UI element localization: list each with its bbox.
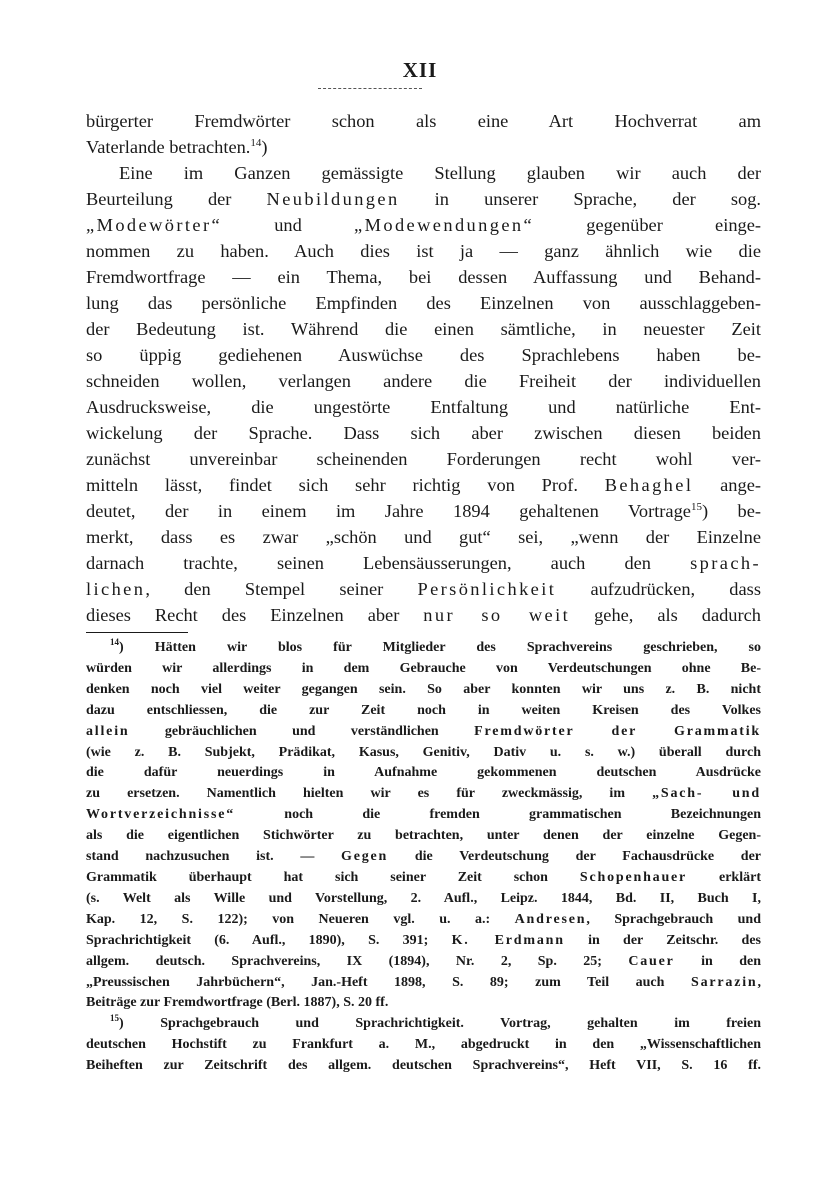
footnote-line: Kap. 12, S. 122); von Neueren vgl. u. a.: Andresen, Sprachgebrauch und (86, 911, 761, 927)
footnote-line: Beiheften zur Zeitschrift des allgem. deutschen Sprachvereins“, Heft VII, S. 16 ff. (86, 1058, 761, 1074)
footnote-line: Wortverzeichnisse“ noch die fremden grammatischen Bezeichnungen (86, 807, 761, 823)
spaced-emphasis: Fremdwörter der Grammatik (474, 723, 762, 739)
footnote-15-start: $^{15}$) Sprachgebrauch und Sprachrichtigkeit. Vortrag, gehalten im freien (110, 1013, 761, 1032)
text-line: merkt, dass es zwar „schön und gut“ sei, „wenn der Einzelne (86, 527, 761, 547)
footnote-line: denken noch viel weiter gegangen sein. So aber konnten wir uns z. B. nicht (86, 681, 761, 697)
footnote-line: als die eigentlichen Stichwörter zu betrachten, unter denen der einzelne Gegen- (86, 828, 761, 844)
spaced-emphasis: lichen (86, 579, 146, 599)
spaced-emphasis: Cauer (628, 953, 675, 969)
spaced-emphasis: Persönlichkeit (417, 579, 557, 599)
footnote-line: (s. Welt als Wille und Vorstellung, 2. Aufl., Leipz. 1844, Bd. II, Buch I, (86, 890, 761, 906)
spaced-emphasis: Andresen (514, 911, 587, 927)
footnote-14-start: $^{14}$) Hätten wir blos für Mitglieder des Sprachvereins geschrieben, so (110, 637, 761, 655)
page-number: XII (402, 58, 438, 82)
text-line: wickelung der Sprache. Dass sich aber zwischen diesen beiden (86, 423, 761, 443)
footnote-ref: 15 (110, 1013, 119, 1024)
spaced-emphasis: Wortverzeichnisse“ (86, 807, 236, 823)
spaced-emphasis: K. Erdmann (451, 932, 565, 948)
spaced-emphasis: Sarrazin (690, 974, 758, 990)
text-line: „Modewörter“ und „Modewendungen“ gegenüber einge- (86, 215, 761, 235)
body-text (86, 108, 761, 628)
footnote-line: allgem. deutsch. Sprachvereins, IX (1894), Nr. 2, Sp. 25; Cauer in den (86, 953, 761, 969)
footnote-separator (86, 632, 188, 633)
text-line: Ausdrucksweise, die ungestörte Entfaltung und natürliche Ent- (86, 397, 761, 417)
spaced-emphasis: sprach- (690, 553, 761, 573)
spaced-emphasis: Neubildungen (266, 189, 400, 209)
footnote-line: würden wir allerdings in dem Gebrauche von Verdeutschungen ohne Be- (86, 660, 761, 676)
text-line: der Bedeutung ist. Während die einen sämtliche, in neuester Zeit (86, 319, 761, 339)
spaced-emphasis: allein (86, 723, 130, 739)
footnote-ref: 14 (110, 637, 119, 647)
text-line: bürgerter Fremdwörter schon als eine Art Hochverrat am (86, 111, 761, 131)
text-line: mitteln lässt, findet sich sehr richtig von Prof. Behaghel ange- (86, 475, 761, 495)
footnote-line: stand nachzusuchen ist. — Gegen die Verdeutschung der Fachausdrücke der (86, 849, 761, 865)
text-line: Fremdwortfrage — ein Thema, bei dessen Auffassung und Behand- (86, 267, 761, 287)
footnote-ref: 15 (690, 501, 702, 513)
footnote-ref: 14 (250, 137, 262, 149)
paragraph-start-line: Eine im Ganzen gemässigte Stellung glauben wir auch der (119, 163, 761, 183)
text-line: schneiden wollen, verlangen andere die Freiheit der individuellen (86, 371, 761, 391)
footnote-line: (wie z. B. Subjekt, Prädikat, Kasus, Genitiv, Dativ u. s. w.) überall durch (86, 744, 761, 760)
spaced-emphasis: „Modewörter“ (86, 215, 223, 235)
spaced-emphasis: „Modewendungen“ (354, 215, 535, 235)
text-line: so üppig gediehenen Auswüchse des Sprachlebens haben be- (86, 345, 761, 365)
text-line: dieses Recht des Einzelnen aber nur so weit gehe, als dadurch (86, 605, 761, 625)
footnote-line: die dafür neuerdings in Aufnahme gekommenen deutschen Ausdrücke (86, 765, 761, 781)
text-line: nommen zu haben. Auch dies ist ja — ganz ähnlich wie die (86, 241, 761, 261)
text-line: darnach trachte, seinen Lebensäusserungen, auch den sprach- (86, 553, 761, 573)
spaced-emphasis: Gegen (341, 849, 389, 865)
footnotes (86, 638, 761, 1077)
footnote-line: deutschen Hochstift zu Frankfurt a. M., abgedruckt in den „Wissenschaftlichen (86, 1037, 761, 1053)
spaced-emphasis: nur so weit (423, 605, 571, 625)
footnote-line: dazu entschliessen, die zur Zeit noch in weiten Kreisen des Volkes (86, 702, 761, 718)
text-line: zunächst unvereinbar scheinenden Forderungen recht wohl ver- (86, 449, 761, 469)
footnote-line: „Preussischen Jahrbüchern“, Jan.-Heft 1898, S. 89; zum Teil auch Sarrazin, (86, 974, 761, 990)
footnote-line: Grammatik überhaupt hat sich seiner Zeit schon Schopenhauer erklärt (86, 869, 761, 885)
page-number-underline (318, 88, 422, 89)
spaced-emphasis: „Sach- und (652, 786, 761, 802)
footnote-line: allein gebräuchlichen und verständlichen Fremdwörter der Grammatik (86, 723, 762, 739)
spaced-emphasis: Behaghel (604, 475, 694, 495)
text-line: lung das persönliche Empfinden des Einzelnen von ausschlaggeben- (86, 293, 761, 313)
text-line: Vaterlande betrachten.$^{14}$) (86, 137, 268, 157)
footnote-line: zu ersetzen. Namentlich hielten wir es für zweckmässig, im „Sach- und (86, 786, 761, 802)
footnote-line: Beiträge zur Fremdwortfrage (Berl. 1887), S. 20 ff. (86, 995, 389, 1011)
footnote-line: Sprachrichtigkeit (6. Aufl., 1890), S. 391; K. Erdmann in der Zeitschr. des (86, 932, 761, 948)
text-line: Beurteilung der Neubildungen in unserer Sprache, der sog. (86, 189, 761, 209)
text-line: lichen, den Stempel seiner Persönlichkeit aufzudrücken, dass (86, 579, 761, 599)
spaced-emphasis: Schopenhauer (579, 869, 688, 885)
text-line: deutet, der in einem im Jahre 1894 gehaltenen Vortrage$^{15}$) be- (86, 501, 761, 521)
